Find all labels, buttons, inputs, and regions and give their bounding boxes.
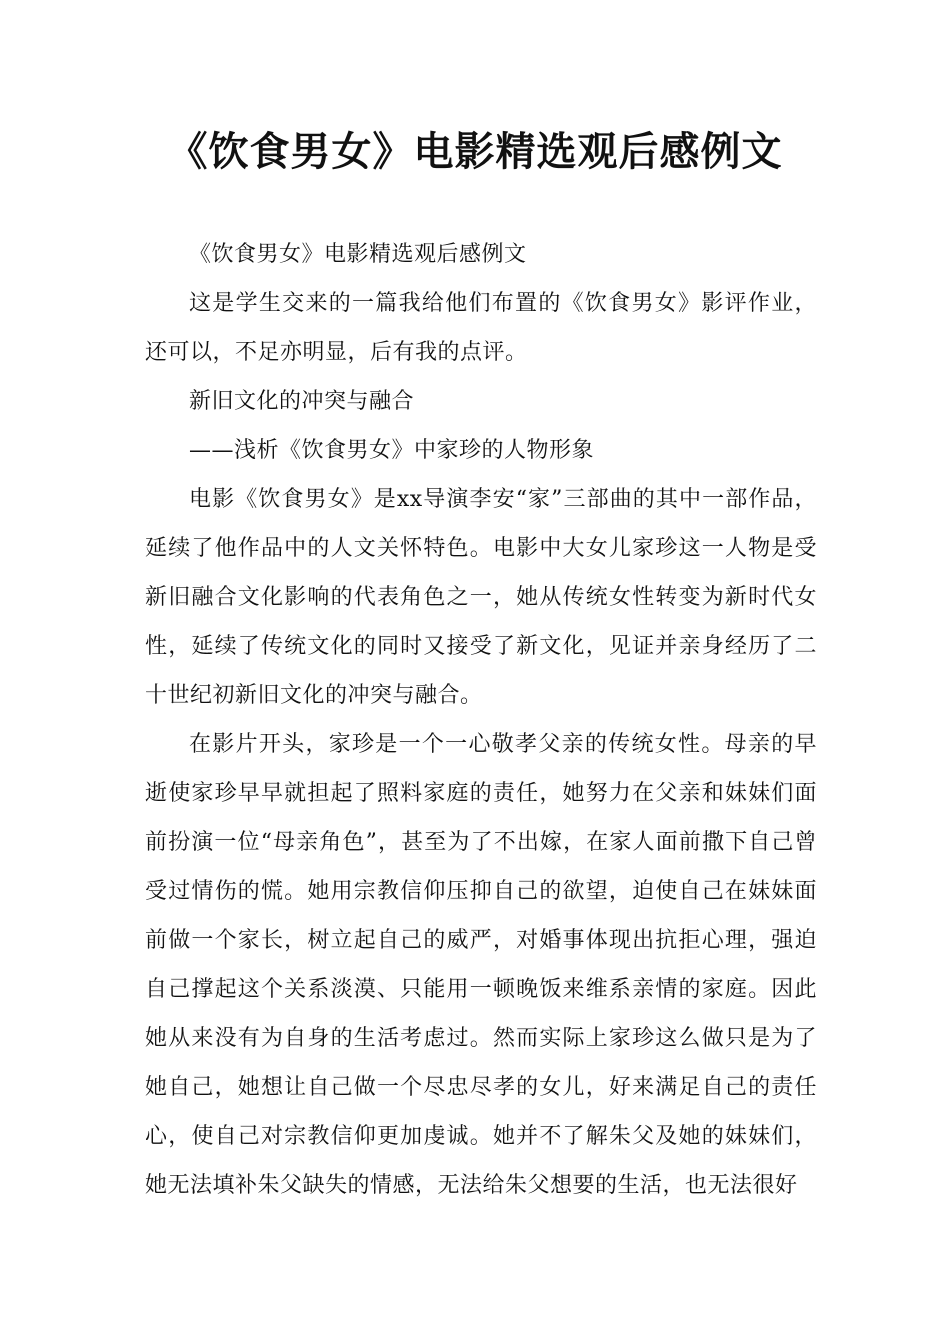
paragraph-intro: 这是学生交来的一篇我给他们布置的《饮食男女》影评作业，还可以，不足亦明显，后有我的点评。 (145, 291, 817, 365)
paragraph-body-2: 在影片开头，家珍是一个一心敬孝父亲的传统女性。母亲的早逝使家珍早早就担起了照料家庭的责任，她努力在父亲和妹妹们面前扮演一位“母亲角色”，甚至为了不出嫁，在家人面前撒下自己曾受过情伤的慌。她用宗教信仰压抑自己的欲望，迫使自己在妹妹面前做一个家长，树立起自己的威严，对婚事体现出抗拒心理，强迫自己撑起这个关系淡漠、只能用一顿晚饭来维系亲情的家庭。因此她从来没有为自身的生活考虑过。然而实际上家珍这么做只是为了她自己，她想让自己做一个尽忠尽孝的女儿，好来满足自己的责任心，使自己对宗教信仰更加虔诚。她并不了解朱父及她的妹妹们，她无法填补朱父缺失的情感，无法给朱父想要的生活，也无法很好 (145, 732, 817, 1198)
paragraph-heading-repeat: 《饮食男女》电影精选观后感例文 (189, 242, 527, 267)
paragraph-essay-subtitle: ——浅析《饮食男女》中家珍的人物形象 (189, 438, 595, 463)
document-body (145, 230, 817, 1210)
paragraph-body-1: 电影《饮食男女》是xx导演李安“家”三部曲的其中一部作品，延续了他作品中的人文关怀特色。电影中大女儿家珍这一人物是受新旧融合文化影响的代表角色之一，她从传统女性转变为新时代女性，延续了传统文化的同时又接受了新文化，见证并亲身经历了二十世纪初新旧文化的冲突与融合。 (145, 487, 817, 708)
document-title: 《饮食男女》电影精选观后感例文 (167, 129, 783, 175)
paragraph-essay-title: 新旧文化的冲突与融合 (189, 389, 415, 414)
